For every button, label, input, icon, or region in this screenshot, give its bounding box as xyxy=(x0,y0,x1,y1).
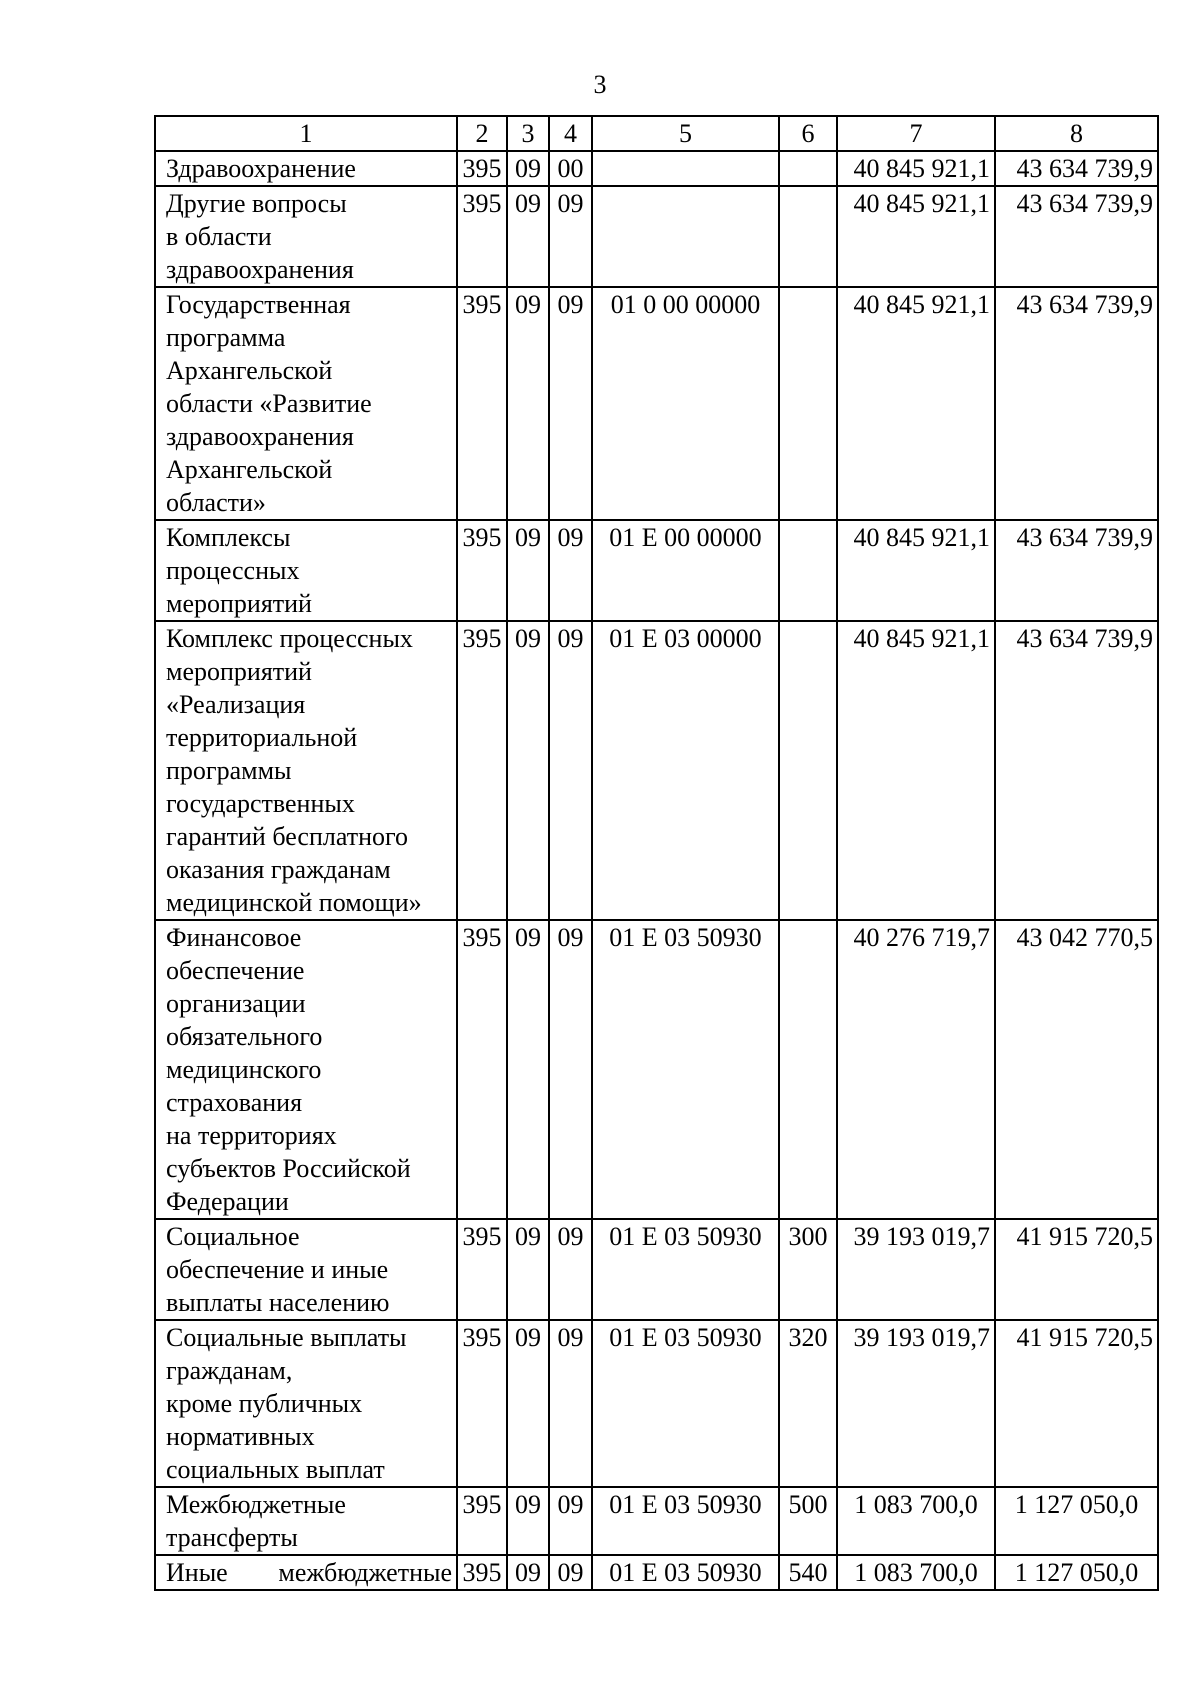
row-name-cell: Комплексы процессных мероприятий xyxy=(155,520,457,621)
target-article-cell: 01 Е 03 50930 xyxy=(592,1320,779,1487)
expense-type-cell xyxy=(779,520,837,621)
section-code-cell: 09 xyxy=(507,920,549,1219)
header-cell: 1 xyxy=(155,116,457,151)
target-article-cell: 01 Е 03 00000 xyxy=(592,621,779,920)
expense-type-cell: 320 xyxy=(779,1320,837,1487)
expense-type-cell xyxy=(779,186,837,287)
amount-year1-cell: 40 845 921,1 xyxy=(837,186,995,287)
subsection-code-cell: 09 xyxy=(549,1320,592,1487)
header-cell: 7 xyxy=(837,116,995,151)
subsection-code-cell: 09 xyxy=(549,1219,592,1320)
table-row xyxy=(155,287,1158,520)
amount-year2-cell: 43 042 770,5 xyxy=(995,920,1158,1219)
target-article-cell: 01 Е 00 00000 xyxy=(592,520,779,621)
amount-year2-cell: 43 634 739,9 xyxy=(995,287,1158,520)
table-row xyxy=(155,520,1158,621)
amount-year1-cell: 40 845 921,1 xyxy=(837,520,995,621)
table-row xyxy=(155,186,1158,287)
section-code-cell: 09 xyxy=(507,151,549,186)
target-article-cell xyxy=(592,186,779,287)
expense-type-cell xyxy=(779,151,837,186)
table-row xyxy=(155,151,1158,186)
amount-year2-cell: 1 127 050,0 xyxy=(995,1555,1158,1590)
table-row xyxy=(155,1219,1158,1320)
row-name-cell: Здравоохранение xyxy=(155,151,457,186)
amount-year1-cell: 1 083 700,0 xyxy=(837,1487,995,1555)
expense-type-cell: 300 xyxy=(779,1219,837,1320)
row-name-cell: Государственная программа Архангельской области «Развитие здравоохранения Архангельской области» xyxy=(155,287,457,520)
admin-code-cell: 395 xyxy=(457,621,507,920)
expense-type-cell xyxy=(779,920,837,1219)
section-code-cell: 09 xyxy=(507,1320,549,1487)
expense-type-cell xyxy=(779,621,837,920)
header-cell: 5 xyxy=(592,116,779,151)
amount-year1-cell: 1 083 700,0 xyxy=(837,1555,995,1590)
target-article-cell: 01 Е 03 50930 xyxy=(592,1487,779,1555)
table-row xyxy=(155,920,1158,1219)
row-name-cell: Иные межбюджетные xyxy=(155,1555,457,1590)
target-article-cell: 01 Е 03 50930 xyxy=(592,920,779,1219)
section-code-cell: 09 xyxy=(507,520,549,621)
table-body xyxy=(155,151,1158,1590)
row-name-cell: Социальное обеспечение и иные выплаты населению xyxy=(155,1219,457,1320)
section-code-cell: 09 xyxy=(507,621,549,920)
target-article-cell: 01 0 00 00000 xyxy=(592,287,779,520)
page-number: 3 xyxy=(593,70,607,99)
target-article-cell: 01 Е 03 50930 xyxy=(592,1555,779,1590)
table-row xyxy=(155,621,1158,920)
subsection-code-cell: 09 xyxy=(549,287,592,520)
target-article-cell xyxy=(592,151,779,186)
amount-year2-cell: 41 915 720,5 xyxy=(995,1219,1158,1320)
amount-year2-cell: 41 915 720,5 xyxy=(995,1320,1158,1487)
subsection-code-cell: 09 xyxy=(549,920,592,1219)
amount-year2-cell: 1 127 050,0 xyxy=(995,1487,1158,1555)
budget-table xyxy=(154,115,1159,1591)
amount-year2-cell: 43 634 739,9 xyxy=(995,520,1158,621)
amount-year2-cell: 43 634 739,9 xyxy=(995,621,1158,920)
amount-year2-cell: 43 634 739,9 xyxy=(995,186,1158,287)
amount-year1-cell: 39 193 019,7 xyxy=(837,1320,995,1487)
amount-year2-cell: 43 634 739,9 xyxy=(995,151,1158,186)
subsection-code-cell: 09 xyxy=(549,621,592,920)
expense-type-cell: 500 xyxy=(779,1487,837,1555)
table-row xyxy=(155,1320,1158,1487)
header-cell: 4 xyxy=(549,116,592,151)
amount-year1-cell: 39 193 019,7 xyxy=(837,1219,995,1320)
row-name-cell: Другие вопросы в области здравоохранения xyxy=(155,186,457,287)
amount-year1-cell: 40 276 719,7 xyxy=(837,920,995,1219)
row-name-cell: Межбюджетные трансферты xyxy=(155,1487,457,1555)
table-header-row xyxy=(155,116,1158,151)
admin-code-cell: 395 xyxy=(457,1487,507,1555)
amount-year1-cell: 40 845 921,1 xyxy=(837,621,995,920)
header-cell: 6 xyxy=(779,116,837,151)
section-code-cell: 09 xyxy=(507,1555,549,1590)
admin-code-cell: 395 xyxy=(457,1320,507,1487)
header-cell: 8 xyxy=(995,116,1158,151)
section-code-cell: 09 xyxy=(507,186,549,287)
row-name-cell: Финансовое обеспечение организации обязательного медицинского страхования на территориях субъектов Российской Федерации xyxy=(155,920,457,1219)
section-code-cell: 09 xyxy=(507,1487,549,1555)
admin-code-cell: 395 xyxy=(457,520,507,621)
header-cell: 2 xyxy=(457,116,507,151)
target-article-cell: 01 Е 03 50930 xyxy=(592,1219,779,1320)
subsection-code-cell: 09 xyxy=(549,186,592,287)
admin-code-cell: 395 xyxy=(457,287,507,520)
admin-code-cell: 395 xyxy=(457,1555,507,1590)
expense-type-cell: 540 xyxy=(779,1555,837,1590)
admin-code-cell: 395 xyxy=(457,1219,507,1320)
subsection-code-cell: 09 xyxy=(549,1487,592,1555)
subsection-code-cell: 00 xyxy=(549,151,592,186)
section-code-cell: 09 xyxy=(507,1219,549,1320)
header-cell: 3 xyxy=(507,116,549,151)
subsection-code-cell: 09 xyxy=(549,520,592,621)
admin-code-cell: 395 xyxy=(457,920,507,1219)
row-name-cell: Социальные выплаты гражданам, кроме публичных нормативных социальных выплат xyxy=(155,1320,457,1487)
amount-year1-cell: 40 845 921,1 xyxy=(837,287,995,520)
expense-type-cell xyxy=(779,287,837,520)
row-name-cell: Комплекс процессных мероприятий «Реализация территориальной программы государственных гарантий бесплатного оказания гражданам медицинской помощи» xyxy=(155,621,457,920)
subsection-code-cell: 09 xyxy=(549,1555,592,1590)
section-code-cell: 09 xyxy=(507,287,549,520)
table-row xyxy=(155,1555,1158,1590)
table-row xyxy=(155,1487,1158,1555)
amount-year1-cell: 40 845 921,1 xyxy=(837,151,995,186)
admin-code-cell: 395 xyxy=(457,151,507,186)
admin-code-cell: 395 xyxy=(457,186,507,287)
